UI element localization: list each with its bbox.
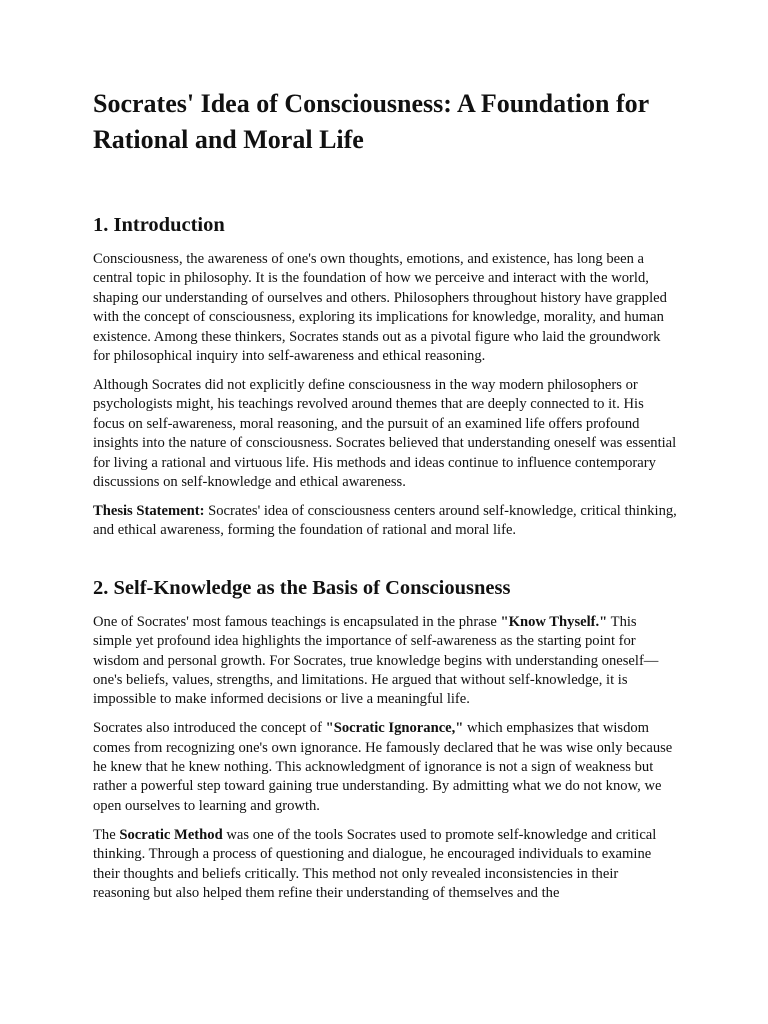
- paragraph-text: Socrates also introduced the concept of: [93, 720, 326, 737]
- paragraph-text: which emphasizes that wisdom comes from recognizing one's own ignorance. He famously declared that he was wise only because he knew that he knew nothing. This acknowledgment of ignorance is not a sign of weakness but rather a powerful step toward gaining true understanding. By admitting what we do not know, we open ourselves to learning and growth.: [93, 720, 673, 814]
- paragraph: [93, 719, 677, 816]
- emphasis-know-thyself: "Know Thyself.": [500, 613, 608, 630]
- paragraph: Although Socrates did not explicitly define consciousness in the way modern philosophers or psychologists might, his teachings revolved around themes that are deeply connected to it. His focus on self-awareness, moral reasoning, and the pursuit of an examined life offers profound insights into the nature of consciousness. Socrates believed that understanding oneself was essential for living a rational and virtuous life. His methods and ideas continue to influence contemporary discussions on self-knowledge and ethical awareness.: [93, 376, 677, 490]
- paragraph: [93, 826, 677, 904]
- paragraph-text: One of Socrates' most famous teachings is encapsulated in the phrase: [93, 613, 501, 630]
- paragraph: Consciousness, the awareness of one's own thoughts, emotions, and existence, has long been a central topic in philosophy. It is the foundation of how we perceive and interact with the world, shaping our understanding of ourselves and others. Philosophers throughout history have grappled with the concept of consciousness, exploring its implications for knowledge, morality, and human existence. Among these thinkers, Socrates stands out as a pivotal figure who laid the groundwork for philosophical inquiry into self-awareness and ethical reasoning.: [93, 251, 667, 365]
- section-heading-introduction: 1. Introduction: [93, 214, 225, 236]
- section-heading-self-knowledge: 2. Self-Knowledge as the Basis of Consciousness: [93, 576, 511, 599]
- thesis-statement-text: Socrates' idea of consciousness centers around self-knowledge, critical thinking, and ethical awareness, forming the foundation of rational and moral life.: [93, 502, 677, 539]
- paragraph-text: This simple yet profound idea highlights the importance of self-awareness as the starting point for wisdom and personal growth. For Socrates, true knowledge begins with understanding oneself—one's beliefs, values, strengths, and limitations. He argued that without self-knowledge, it is impossible to make informed decisions or live a meaningful life.: [93, 613, 659, 708]
- emphasis-socratic-method: Socratic Method: [119, 826, 223, 843]
- paragraph-text: was one of the tools Socrates used to promote self-knowledge and critical thinking. Through a process of questioning and dialogue, he encouraged individuals to examine their thoughts and beliefs critically. This method not only revealed inconsistencies in their reasoning but also helped them refine their understanding of themselves and the: [93, 826, 657, 901]
- thesis-statement-label: Thesis Statement:: [93, 502, 205, 519]
- document-title: Socrates' Idea of Consciousness: A Foundation for Rational and Moral Life: [93, 89, 649, 154]
- paragraph: [93, 613, 677, 710]
- emphasis-socratic-ignorance: "Socratic Ignorance,": [325, 720, 464, 737]
- thesis-statement-paragraph: [93, 502, 677, 541]
- paragraph-text: The: [93, 826, 120, 843]
- document-page: [93, 86, 677, 903]
